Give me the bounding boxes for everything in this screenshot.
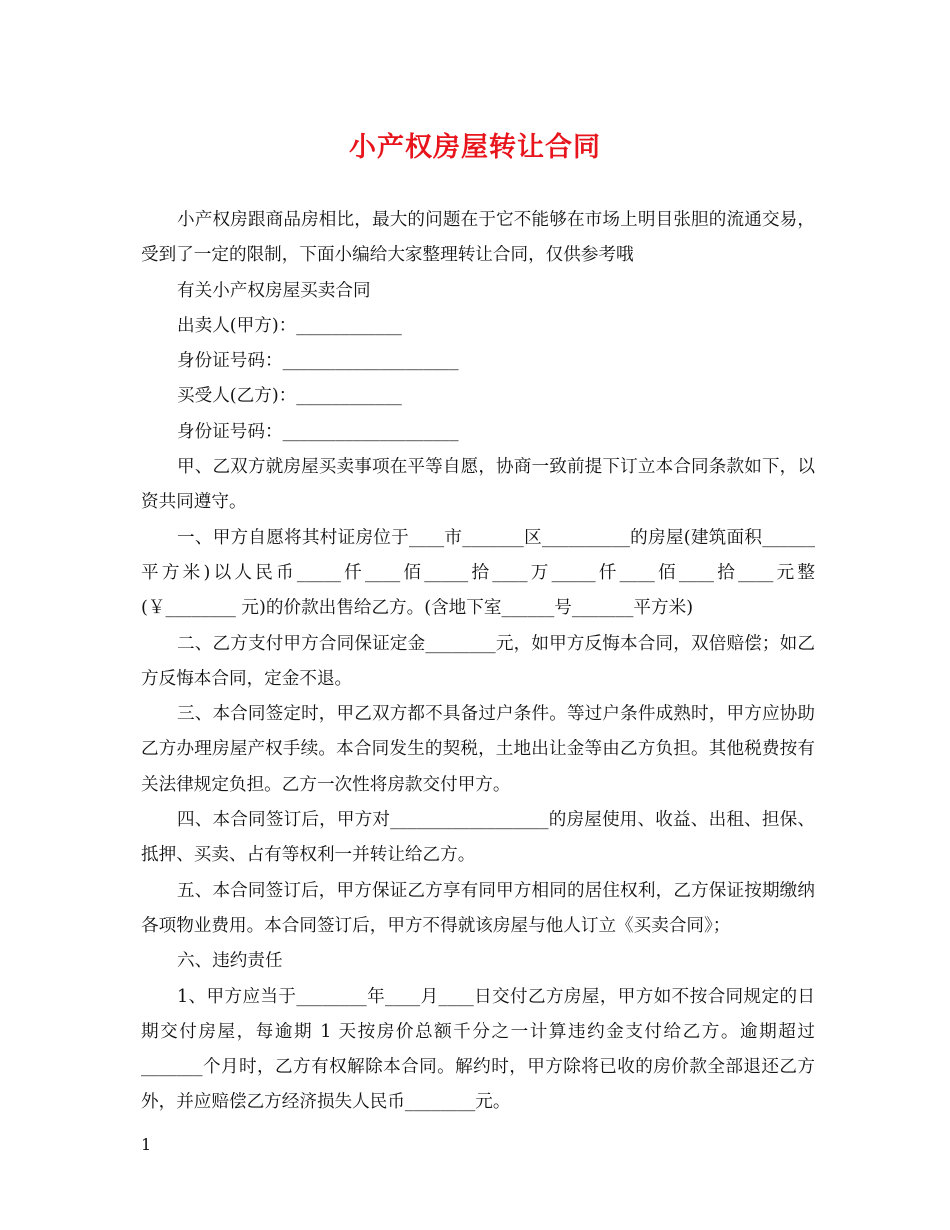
clause-6-heading: 六、违约责任 xyxy=(177,951,283,972)
seller-line: 出卖人(甲方)：____________ xyxy=(177,315,402,336)
intro-paragraph: 小产权房跟商品房相比，最大的问题在于它不能够在市场上明目张胆的流通交易，受到了一定的限制，下面小编给大家整理转让合同，仅供参考哦 xyxy=(141,210,815,266)
clause-5: 五、本合同签订后，甲方保证乙方享有同甲方相同的居住权利，乙方保证按期缴纳各项物业费用。本合同签订后，甲方不得就该房屋与他人订立《买卖合同》； xyxy=(141,880,815,936)
agreement-preamble: 甲、乙双方就房屋买卖事项在平等自愿，协商一致前提下订立本合同条款如下，以资共同遵守。 xyxy=(141,457,815,513)
contract-subtitle: 有关小产权房屋买卖合同 xyxy=(177,280,371,301)
buyer-line: 买受人(乙方)：____________ xyxy=(177,386,402,407)
page-number: 1 xyxy=(141,1135,152,1154)
buyer-id-line: 身份证号码：____________________ xyxy=(177,421,459,442)
seller-id-line: 身份证号码：____________________ xyxy=(177,351,459,372)
clause-4: 四、本合同签订后，甲方对__________________的房屋使用、收益、出租、担保、抵押、买卖、占有等权利一并转让给乙方。 xyxy=(141,810,815,866)
document-body xyxy=(141,203,815,1121)
clause-1: 一、甲方自愿将其村证房位于____市_______区__________的房屋(建筑面积______平方米)以人民币_____仟____佰_____拾____万_____仟____佰____拾____元整(￥________ 元)的价款出售给乙方。(含地下室______号_______平方米) xyxy=(141,527,815,619)
clause-2: 二、乙方支付甲方合同保证定金________元，如甲方反悔本合同，双倍赔偿；如乙方反悔本合同，定金不退。 xyxy=(141,633,815,689)
document-title: 小产权房屋转让合同 xyxy=(349,132,601,163)
clause-3: 三、本合同签定时，甲乙双方都不具备过户条件。等过户条件成熟时，甲方应协助乙方办理房屋产权手续。本合同发生的契税，土地出让金等由乙方负担。其他税费按有关法律规定负担。乙方一次性将房款交付甲方。 xyxy=(141,704,815,795)
clause-6-item-1: 1、甲方应当于________年____月____日交付乙方房屋，甲方如不按合同规定的日期交付房屋，每逾期 1 天按房价总额千分之一计算违约金支付给乙方。逾期超过_______个月时，乙方有权解除本合同。解约时，甲方除将已收的房价款全部退还乙方外，并应赔偿乙方经济损失人民币________元。 xyxy=(141,986,815,1113)
